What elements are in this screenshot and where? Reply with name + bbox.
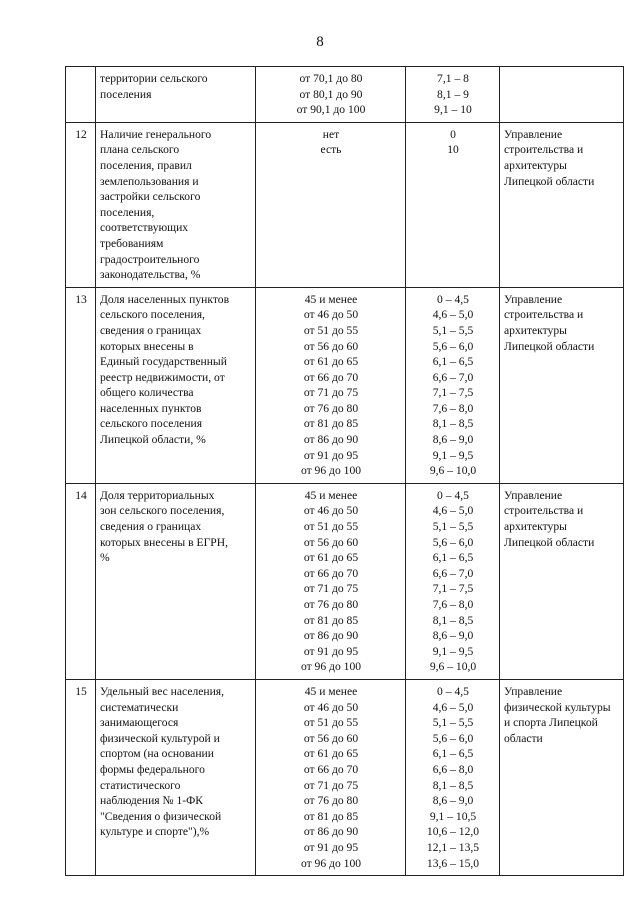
points-range: 10	[447, 143, 459, 157]
points-range: 0 – 4,5	[437, 684, 469, 698]
points-range: 8,1 – 8,5	[432, 778, 474, 792]
value-range: от 56 до 60	[303, 535, 359, 549]
value-range: 45 и менее	[304, 488, 358, 502]
criteria-table	[65, 66, 624, 876]
indicator-cell	[96, 67, 256, 123]
indicator-line: общего количества	[100, 386, 194, 400]
value-range: от 61 до 65	[303, 355, 359, 369]
points-range: 9,6 – 10,0	[429, 660, 477, 674]
points-range: 6,1 – 6,5	[432, 747, 474, 761]
indicator-line: требованиям	[100, 236, 164, 250]
indicator-line: поселения, правил	[100, 158, 192, 172]
value-range: от 51 до 55	[303, 323, 359, 337]
row-number: 13	[66, 287, 96, 483]
responsible-line: Липецкой области	[504, 174, 595, 188]
points-range: 5,6 – 6,0	[432, 535, 474, 549]
points-range: 0 – 4,5	[437, 488, 469, 502]
responsible-line: Управление	[504, 488, 563, 502]
value-range-cell	[256, 67, 406, 123]
points-range: 8,1 – 8,5	[432, 417, 474, 431]
responsible-cell	[500, 679, 624, 875]
points-range: 9,6 – 10,0	[429, 464, 477, 478]
indicator-line: сведения о границах	[100, 323, 202, 337]
points-range: 0 – 4,5	[437, 292, 469, 306]
indicator-line: населенных пунктов	[100, 401, 202, 415]
indicator-line: территории сельского	[100, 72, 208, 85]
responsible-line: Управление	[504, 684, 563, 698]
indicator-line: спортом (на основании	[100, 747, 214, 761]
row-number: 15	[66, 679, 96, 875]
value-range: 45 и менее	[304, 292, 358, 306]
page-number: 8	[316, 34, 324, 50]
points-range: 4,6 – 5,0	[432, 700, 474, 714]
indicator-line: физической культурой и	[100, 731, 220, 745]
indicator-cell	[96, 122, 256, 287]
row-number	[66, 67, 96, 123]
indicator-line: Доля населенных пунктов	[100, 292, 230, 306]
value-range: от 96 до 100	[300, 856, 362, 870]
value-range: от 46 до 50	[303, 504, 359, 518]
responsible-line: архитектуры	[504, 520, 567, 534]
points-range: 7,6 – 8,0	[432, 401, 474, 415]
points-range: 8,6 – 9,0	[432, 629, 474, 643]
points-cell	[406, 67, 500, 123]
responsible-line: строительства и	[504, 308, 584, 322]
value-range: от 71 до 75	[303, 582, 359, 596]
responsible-line: Управление	[504, 292, 563, 306]
value-range: от 86 до 90	[303, 629, 359, 643]
value-range-cell	[256, 483, 406, 679]
points-range: 12,1 – 13,5	[426, 840, 480, 854]
responsible-line: Липецкой области	[504, 535, 595, 549]
indicator-cell	[96, 287, 256, 483]
responsible-line: строительства и	[504, 143, 584, 157]
value-range: от 56 до 60	[303, 339, 359, 353]
points-range: 6,6 – 7,0	[432, 370, 474, 384]
value-range: от 46 до 50	[303, 700, 359, 714]
responsible-line: области	[504, 731, 543, 745]
points-cell	[406, 287, 500, 483]
points-range: 10,6 – 12,0	[426, 825, 480, 839]
responsible-line: строительства и	[504, 504, 584, 518]
indicator-line: %	[100, 551, 110, 565]
indicator-line: законодательства, %	[100, 268, 201, 282]
responsible-line: Управление	[504, 127, 563, 141]
points-range: 7,1 – 8	[437, 72, 469, 85]
responsible-cell	[500, 483, 624, 679]
responsible-cell	[500, 67, 624, 123]
value-range: от 91 до 95	[303, 644, 359, 658]
responsible-line: и спорта Липецкой	[504, 716, 598, 730]
value-range: от 76 до 80	[303, 794, 359, 808]
indicator-line: Доля территориальных	[100, 488, 215, 502]
value-range: от 51 до 55	[303, 716, 359, 730]
table-row	[66, 122, 624, 287]
points-range: 8,1 – 8,5	[432, 613, 474, 627]
points-range: 13,6 – 15,0	[426, 856, 480, 870]
row-number: 14	[66, 483, 96, 679]
value-range: от 51 до 55	[303, 520, 359, 534]
indicator-line: сельского поселения	[100, 417, 203, 431]
indicator-line: наблюдения № 1-ФК	[100, 794, 204, 808]
points-range: 7,1 – 7,5	[432, 582, 474, 596]
value-range-cell	[256, 287, 406, 483]
value-range: от 80,1 до 90	[299, 87, 363, 101]
value-range: от 91 до 95	[303, 448, 359, 462]
points-range: 8,6 – 9,0	[432, 794, 474, 808]
responsible-line: архитектуры	[504, 158, 567, 172]
value-range: от 81 до 85	[303, 809, 359, 823]
table-row	[66, 679, 624, 875]
value-range: от 90,1 до 100	[296, 103, 366, 117]
indicator-line: занимающегося	[100, 716, 179, 730]
points-range: 5,6 – 6,0	[432, 731, 474, 745]
indicator-line: Единый государственный	[100, 355, 227, 369]
indicator-cell	[96, 483, 256, 679]
table-row	[66, 483, 624, 679]
value-range: от 91 до 95	[303, 840, 359, 854]
value-range-cell	[256, 679, 406, 875]
value-range: от 61 до 65	[303, 551, 359, 565]
points-cell	[406, 679, 500, 875]
indicator-line: поселения,	[100, 205, 155, 219]
indicator-line: статистического	[100, 778, 181, 792]
responsible-line: архитектуры	[504, 323, 567, 337]
value-range: нет	[322, 127, 340, 141]
value-range: от 86 до 90	[303, 825, 359, 839]
table-row	[66, 67, 624, 123]
value-range: от 81 до 85	[303, 417, 359, 431]
value-range: от 61 до 65	[303, 747, 359, 761]
value-range: от 56 до 60	[303, 731, 359, 745]
indicator-line: плана сельского	[100, 143, 180, 157]
value-range: от 76 до 80	[303, 401, 359, 415]
points-range: 6,1 – 6,5	[432, 355, 474, 369]
points-range: 8,1 – 9	[437, 87, 469, 101]
value-range-cell	[256, 122, 406, 287]
indicator-line: поселения	[100, 87, 152, 101]
value-range: от 70,1 до 80	[299, 72, 363, 85]
value-range: от 66 до 70	[303, 370, 359, 384]
value-range: от 66 до 70	[303, 566, 359, 580]
value-range: от 71 до 75	[303, 778, 359, 792]
points-range: 4,6 – 5,0	[432, 504, 474, 518]
indicator-cell	[96, 679, 256, 875]
indicator-line: сельского поселения,	[100, 308, 205, 322]
points-range: 5,1 – 5,5	[432, 716, 474, 730]
points-range: 7,1 – 7,5	[432, 386, 474, 400]
table-body	[66, 67, 624, 876]
points-range: 0	[450, 127, 456, 141]
value-range: от 96 до 100	[300, 464, 362, 478]
responsible-line: Липецкой области	[504, 339, 595, 353]
value-range: от 46 до 50	[303, 308, 359, 322]
points-range: 4,6 – 5,0	[432, 308, 474, 322]
points-range: 8,6 – 9,0	[432, 433, 474, 447]
indicator-line: реестр недвижимости, от	[100, 370, 225, 384]
value-range: от 71 до 75	[303, 386, 359, 400]
indicator-line: градостроительного	[100, 252, 200, 266]
indicator-line: землепользования и	[100, 174, 199, 188]
points-range: 6,6 – 7,0	[432, 566, 474, 580]
points-range: 6,6 – 8,0	[432, 762, 474, 776]
responsible-cell	[500, 122, 624, 287]
value-range: от 81 до 85	[303, 613, 359, 627]
points-range: 9,1 – 10	[434, 103, 472, 117]
table-row	[66, 287, 624, 483]
points-range: 7,6 – 8,0	[432, 598, 474, 611]
indicator-line: Удельный вес населения,	[100, 684, 225, 698]
indicator-line: застройки сельского	[100, 190, 201, 204]
indicator-line: которых внесены в ЕГРН,	[100, 535, 228, 549]
points-cell	[406, 122, 500, 287]
indicator-line: соответствующих	[100, 221, 189, 235]
indicator-line: систематически	[100, 700, 179, 714]
responsible-line: физической культуры	[504, 700, 611, 714]
indicator-line: зон сельского поселения,	[100, 504, 225, 518]
value-range: от 96 до 100	[300, 660, 362, 674]
indicator-line: формы федерального	[100, 762, 205, 776]
value-range: от 66 до 70	[303, 762, 359, 776]
points-range: 9,1 – 10,5	[429, 809, 477, 823]
value-range: есть	[320, 143, 342, 157]
responsible-cell	[500, 287, 624, 483]
points-cell	[406, 483, 500, 679]
points-range: 6,1 – 6,5	[432, 551, 474, 565]
points-range: 9,1 – 9,5	[432, 644, 474, 658]
indicator-line: которых внесены в	[100, 339, 194, 353]
indicator-line: сведения о границах	[100, 520, 202, 534]
points-range: 5,1 – 5,5	[432, 520, 474, 534]
points-range: 5,1 – 5,5	[432, 323, 474, 337]
indicator-line: Наличие генерального	[100, 127, 212, 141]
indicator-line: Липецкой области, %	[100, 433, 206, 447]
value-range: от 86 до 90	[303, 433, 359, 447]
value-range: от 76 до 80	[303, 598, 359, 611]
value-range: 45 и менее	[304, 684, 358, 698]
indicator-line: "Сведения о физической	[100, 809, 222, 823]
row-number: 12	[66, 122, 96, 287]
points-range: 9,1 – 9,5	[432, 448, 474, 462]
indicator-line: культуре и спорте"),%	[100, 825, 210, 839]
points-range: 5,6 – 6,0	[432, 339, 474, 353]
